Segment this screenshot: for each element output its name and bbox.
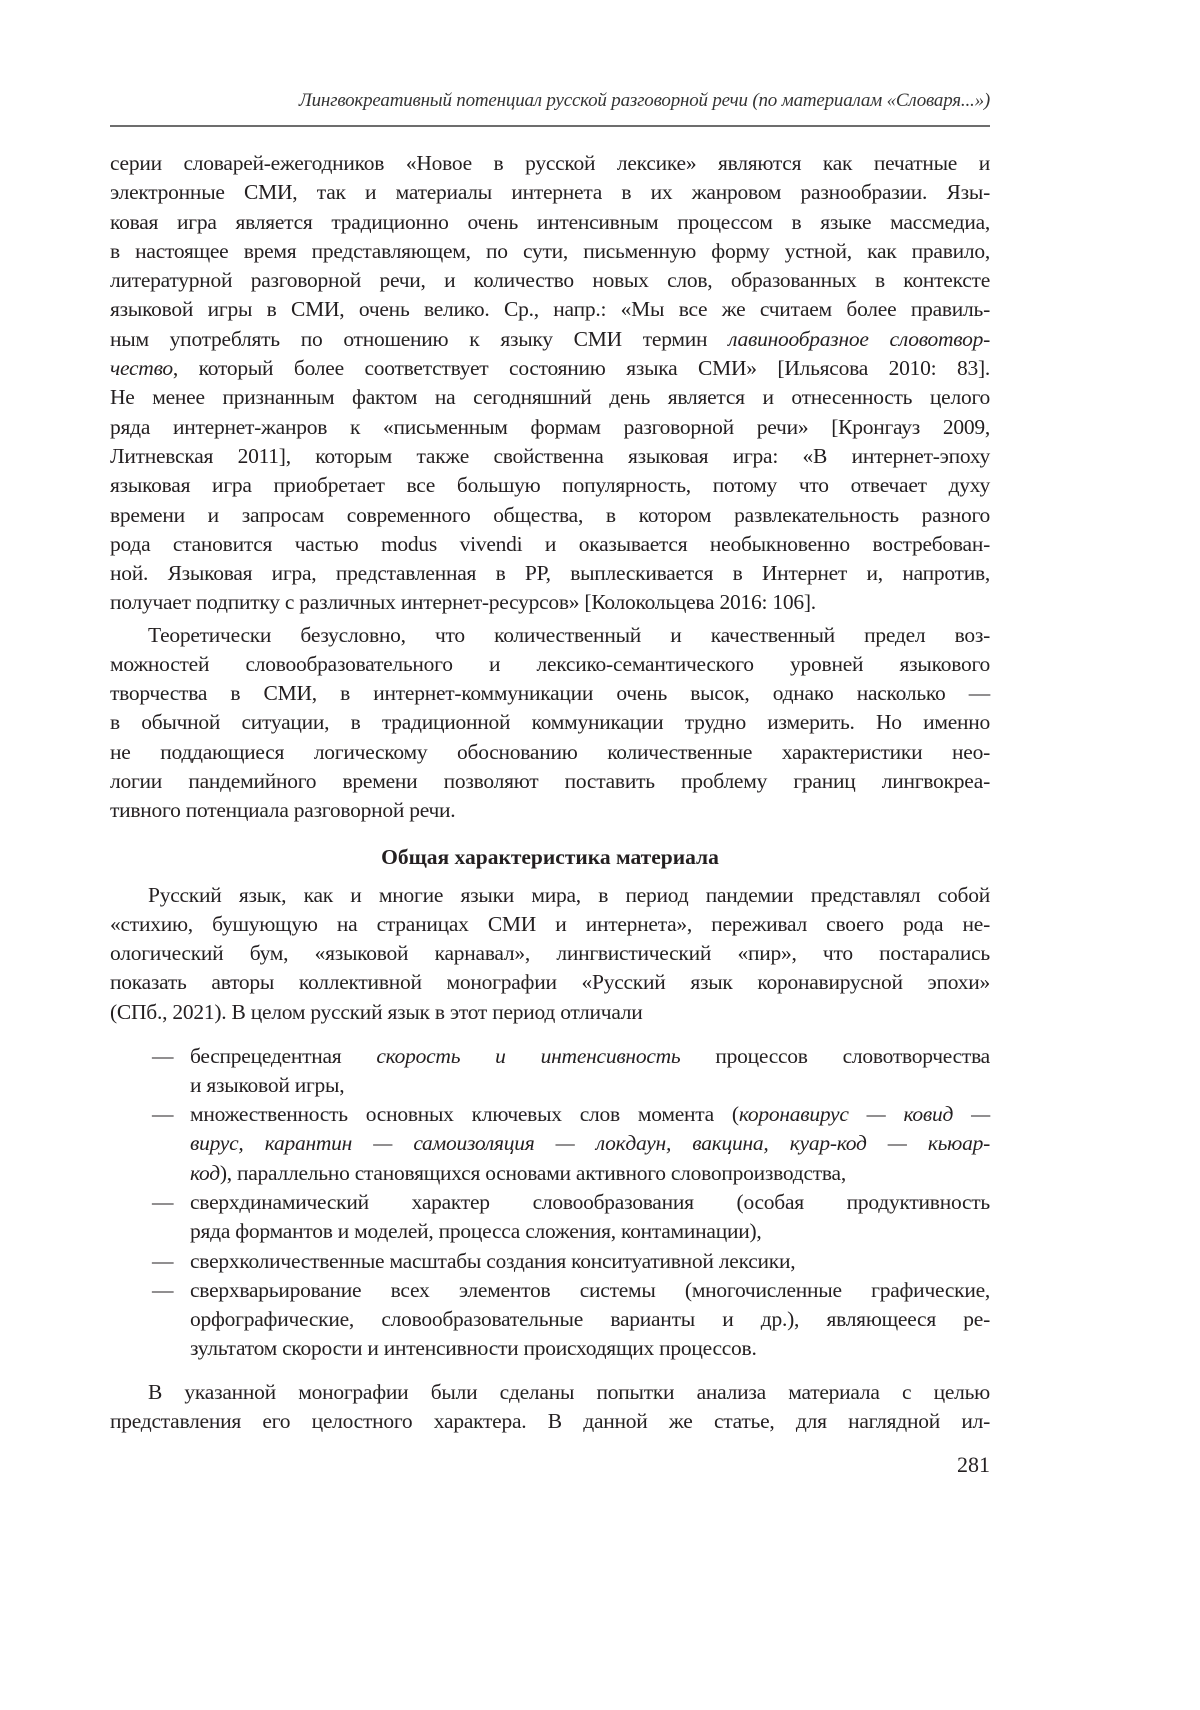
text-run: Русский язык, как и многие языки мира, в период пандемии представлял собой xyxy=(148,882,990,907)
text-line xyxy=(110,588,990,617)
text-line xyxy=(110,796,990,825)
text-line xyxy=(110,1100,990,1129)
text-run: Литневская 2011], которым также свойственна языковая игра: «В интернет-эпоху xyxy=(110,443,990,468)
list-item xyxy=(110,1042,990,1101)
text-run: ологический бум, «языковой карнавал», лингвистический «пир», что постарались xyxy=(110,941,990,966)
text-line xyxy=(110,208,990,237)
text-line xyxy=(110,354,990,383)
text-line xyxy=(110,939,990,968)
list-item xyxy=(110,1188,990,1247)
text-run: множественность основных ключевых слов момента ( xyxy=(190,1102,739,1127)
text-run: ), параллельно становящихся основами активного словопроизводства, xyxy=(219,1160,846,1185)
text-run: в настоящее время представляющем, по сути, письменную форму устной, как правило, xyxy=(110,238,990,263)
text-line xyxy=(110,650,990,679)
text-run: (СПб., 2021). В целом русский язык в этот период отличали xyxy=(110,999,643,1024)
list-dash: — xyxy=(152,1277,174,1302)
running-header: Лингвокреативный потенциал русской разговорной речи (по материалам «Словаря...») xyxy=(298,90,990,111)
text-line xyxy=(110,1129,990,1158)
text-run: сверхколичественные масштабы создания конситуативной лексики, xyxy=(190,1248,796,1273)
text-run: беспрецедентная xyxy=(190,1043,377,1068)
text-line xyxy=(110,621,990,650)
text-run: орфографические, словообразовательные варианты и др.), являющееся ре- xyxy=(190,1307,990,1332)
text-line xyxy=(110,1188,990,1217)
text-run: логии пандемийного времени позволяют поставить проблему границ лингвокреа- xyxy=(110,768,990,793)
text-run: показать авторы коллективной монографии «Русский язык коронавирусной эпохи» xyxy=(110,970,990,995)
text-line xyxy=(110,325,990,354)
text-line xyxy=(110,881,990,910)
text-run: сверхдинамический характер словообразования (особая продуктивность xyxy=(190,1189,990,1214)
text-line xyxy=(110,1042,990,1071)
text-line xyxy=(110,708,990,737)
text-run: рода становится частью modus vivendi и оказывается необыкновенно востребован- xyxy=(110,531,990,556)
text-line xyxy=(110,1407,990,1436)
paragraph xyxy=(110,1378,990,1437)
text-line xyxy=(110,1305,990,1334)
list-dash: — xyxy=(152,1043,174,1068)
text-line xyxy=(110,471,990,500)
text-line xyxy=(110,501,990,530)
italic-text-run: коронавирус — ковид — xyxy=(738,1102,990,1127)
text-line xyxy=(110,1159,990,1188)
text-run: получает подпитку с различных интернет-ресурсов» [Колокольцева 2016: 106]. xyxy=(110,590,816,615)
text-run: Теоретически безусловно, что количественный и качественный предел воз- xyxy=(148,622,990,647)
paragraph xyxy=(110,881,990,1027)
text-run: ряда интернет-жанров к «письменным формам разговорной речи» [Кронгауз 2009, xyxy=(110,414,990,439)
bullet-list xyxy=(110,1042,990,1364)
text-run: ряда формантов и моделей, процесса сложения, контаминации), xyxy=(190,1219,762,1244)
text-run: языковой игры в СМИ, очень велико. Ср., напр.: «Мы все же считаем более правиль- xyxy=(110,297,990,322)
text-run: представления его целостного характера. В данной же статье, для наглядной ил- xyxy=(110,1408,990,1433)
paragraph xyxy=(110,149,990,618)
text-run: зультатом скорости и интенсивности происходящих процессов. xyxy=(190,1336,757,1361)
list-item xyxy=(110,1276,990,1364)
text-run: не поддающиеся логическому обоснованию количественные характеристики нео- xyxy=(110,739,990,764)
text-line xyxy=(110,178,990,207)
text-line xyxy=(110,767,990,796)
text-run: ной. Языковая игра, представленная в РР, выплескивается в Интернет и, напротив, xyxy=(110,561,990,586)
text-line xyxy=(110,413,990,442)
text-line xyxy=(110,1247,990,1276)
text-line xyxy=(110,559,990,588)
text-line xyxy=(110,266,990,295)
text-run: литературной разговорной речи, и количество новых слов, образованных в контексте xyxy=(110,268,990,293)
text-line xyxy=(110,910,990,939)
text-line xyxy=(110,237,990,266)
text-run: сверхварьирование всех элементов системы (многочисленные графические, xyxy=(190,1277,990,1302)
text-run: творчества в СМИ, в интернет-коммуникации очень высок, однако насколько — xyxy=(110,681,990,706)
text-run: в обычной ситуации, в традиционной коммуникации трудно измерить. Но именно xyxy=(110,710,990,735)
text-line xyxy=(110,1334,990,1363)
text-line xyxy=(110,295,990,324)
text-line xyxy=(110,1071,990,1100)
italic-text-run: скорость и интенсивность xyxy=(376,1043,681,1068)
list-item xyxy=(110,1100,990,1188)
text-run: электронные СМИ, так и материалы интернета в их жанровом разнообразии. Язы- xyxy=(110,180,990,205)
italic-text-run: вирус, карантин — самоизоляция — локдаун, вакцина, куар-код — кьюар- xyxy=(190,1131,990,1156)
text-run: и языковой игры, xyxy=(190,1072,345,1097)
section-heading: Общая характеристика материала xyxy=(381,844,719,869)
text-line xyxy=(110,968,990,997)
list-dash: — xyxy=(152,1189,174,1214)
text-run: времени и запросам современного общества, в котором развлекательность разного xyxy=(110,502,990,527)
italic-text-run: лавинообразное словотвор- xyxy=(728,326,990,351)
text-line xyxy=(110,383,990,412)
text-run: процессов словотворчества xyxy=(680,1043,990,1068)
paragraph xyxy=(110,621,990,826)
header-rule xyxy=(110,125,990,127)
text-line xyxy=(110,679,990,708)
list-dash: — xyxy=(152,1102,174,1127)
italic-text-run: код xyxy=(190,1160,220,1185)
text-run: Не менее признанным фактом на сегодняшний день является и отнесенность целого xyxy=(110,385,990,410)
text-run: В указанной монографии были сделаны попытки анализа материала с целью xyxy=(148,1379,990,1404)
text-line xyxy=(110,1378,990,1407)
italic-text-run: чество xyxy=(110,356,173,381)
text-line xyxy=(110,530,990,559)
list-dash: — xyxy=(152,1248,174,1273)
text-run: тивного потенциала разговорной речи. xyxy=(110,798,456,823)
text-line xyxy=(110,1276,990,1305)
text-run: ным употреблять по отношению к языку СМИ термин xyxy=(110,326,729,351)
text-line xyxy=(110,738,990,767)
text-line xyxy=(110,1217,990,1246)
text-run: языковая игра приобретает все большую популярность, потому что отвечает духу xyxy=(110,473,990,498)
page-number: 281 xyxy=(957,1452,990,1477)
text-line xyxy=(110,998,990,1027)
text-line xyxy=(110,442,990,471)
text-line xyxy=(110,149,990,178)
list-item xyxy=(110,1247,990,1276)
text-run: можностей словообразовательного и лексико-семантического уровней языкового xyxy=(110,651,990,676)
text-run: , который более соответствует состоянию языка СМИ» [Ильясова 2010: 83]. xyxy=(172,356,990,381)
text-run: серии словарей-ежегодников «Новое в русской лексике» являются как печатные и xyxy=(110,151,990,175)
text-run: ковая игра является традиционно очень интенсивным процессом в языке массмедиа, xyxy=(110,209,990,234)
text-run: «стихию, бушующую на страницах СМИ и интернета», переживал своего рода не- xyxy=(110,911,990,936)
